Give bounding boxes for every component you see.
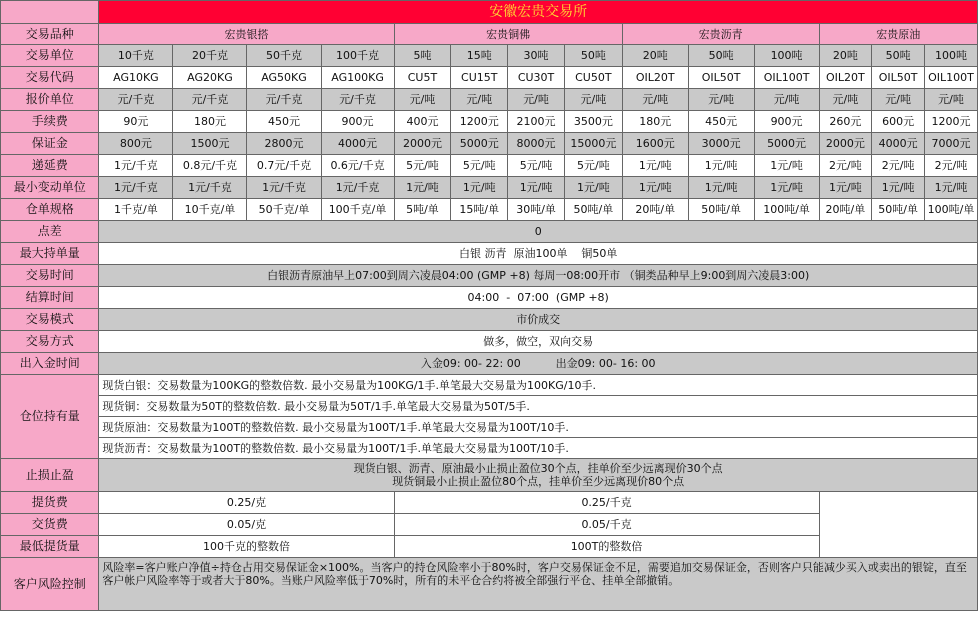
tick-cell: 1元/吨 [688, 177, 754, 199]
row-label-trade-method: 交易方式 [1, 331, 99, 353]
quote-cell: 元/吨 [622, 89, 688, 111]
warehouse-cell: 100千克/单 [321, 199, 394, 221]
trade-time-value: 白银沥青原油早上07:00到周六凌晨04:00 (GMP +8) 每周一08:00开市 （铜类品种早上9:00到周六凌晨3:00) [99, 265, 978, 287]
code-cell: CU50T [564, 67, 622, 89]
position-line-copper: 现货铜：交易数量为50T的整数倍数. 最小交易量为50T/1手.单笔最大交易量为50T/5手. [99, 396, 978, 417]
warehouse-cell: 1千克/单 [99, 199, 173, 221]
tick-cell: 1元/千克 [173, 177, 247, 199]
group-header-crude-oil: 宏贵原油 [819, 24, 977, 45]
fee-cell: 90元 [99, 111, 173, 133]
margin-cell: 800元 [99, 133, 173, 155]
quote-cell: 元/吨 [394, 89, 451, 111]
min-delivery-other: 100T的整数倍 [394, 536, 819, 558]
quote-cell: 元/吨 [925, 89, 978, 111]
unit-cell: 20吨 [819, 45, 872, 67]
unit-cell: 50千克 [247, 45, 321, 67]
group-header-asphalt: 宏贵沥青 [622, 24, 819, 45]
code-cell: OIL100T [925, 67, 978, 89]
quote-cell: 元/千克 [247, 89, 321, 111]
fee-cell: 1200元 [925, 111, 978, 133]
tick-cell: 1元/吨 [451, 177, 508, 199]
code-cell: OIL50T [688, 67, 754, 89]
position-line-asphalt: 现货沥青：交易数量为100T的整数倍数. 最小交易量为100T/1手.单笔最大交易量为100T/10手. [99, 438, 978, 459]
row-label-variety: 交易品种 [1, 24, 99, 45]
row-label-quote: 报价单位 [1, 89, 99, 111]
tick-cell: 1元/千克 [321, 177, 394, 199]
quote-cell: 元/吨 [819, 89, 872, 111]
tick-cell: 1元/吨 [394, 177, 451, 199]
code-cell: OIL20T [819, 67, 872, 89]
deferral-cell: 2元/吨 [819, 155, 872, 177]
margin-cell: 2000元 [394, 133, 451, 155]
row-label-code: 交易代码 [1, 67, 99, 89]
group-header-silver: 宏贵银搭 [99, 24, 394, 45]
warehouse-cell: 20吨/单 [622, 199, 688, 221]
margin-cell: 1500元 [173, 133, 247, 155]
warehouse-cell: 100吨/单 [925, 199, 978, 221]
warehouse-cell: 50千克/单 [247, 199, 321, 221]
fee-cell: 900元 [754, 111, 819, 133]
margin-cell: 2800元 [247, 133, 321, 155]
quote-cell: 元/千克 [173, 89, 247, 111]
tick-cell: 1元/吨 [872, 177, 925, 199]
tick-cell: 1元/吨 [754, 177, 819, 199]
fee-cell: 600元 [872, 111, 925, 133]
row-label-spread: 点差 [1, 221, 99, 243]
position-line-crude-oil: 现货原油：交易数量为100T的整数倍数. 最小交易量为100T/1手.单笔最大交易量为100T/10手. [99, 417, 978, 438]
quote-cell: 元/吨 [564, 89, 622, 111]
unit-cell: 5吨 [394, 45, 451, 67]
deferral-cell: 0.7元/千克 [247, 155, 321, 177]
code-cell: OIL100T [754, 67, 819, 89]
deferral-cell: 0.8元/千克 [173, 155, 247, 177]
unit-cell: 100吨 [754, 45, 819, 67]
fee-cell: 180元 [622, 111, 688, 133]
unit-cell: 30吨 [508, 45, 565, 67]
quote-cell: 元/吨 [754, 89, 819, 111]
fee-cell: 2100元 [508, 111, 565, 133]
row-label-trade-time: 交易时间 [1, 265, 99, 287]
blank-cell [819, 492, 977, 558]
row-label-max-hold: 最大持单量 [1, 243, 99, 265]
page-title: 安徽宏贵交易所 [99, 1, 978, 24]
row-label-min-delivery: 最低提货量 [1, 536, 99, 558]
deferral-cell: 0.6元/千克 [321, 155, 394, 177]
stop-line-1: 现货白银、沥青、原油最小止损止盈位30个点，挂单价至少远离现价30个点 [353, 462, 723, 475]
margin-cell: 2000元 [819, 133, 872, 155]
warehouse-cell: 50吨/单 [688, 199, 754, 221]
code-cell: AG10KG [99, 67, 173, 89]
deferral-cell: 5元/吨 [508, 155, 565, 177]
margin-cell: 4000元 [321, 133, 394, 155]
spread-value: 0 [99, 221, 978, 243]
unit-cell: 50吨 [688, 45, 754, 67]
stop-line-2: 现货铜最小止损止盈位80个点，挂单价至少远离现价80个点 [392, 475, 685, 488]
unit-cell: 50吨 [872, 45, 925, 67]
row-label-settle-time: 结算时间 [1, 287, 99, 309]
quote-cell: 元/千克 [99, 89, 173, 111]
code-cell: CU5T [394, 67, 451, 89]
quote-cell: 元/吨 [872, 89, 925, 111]
row-label-stop: 止损止盈 [1, 459, 99, 492]
quote-cell: 元/千克 [321, 89, 394, 111]
fee-cell: 450元 [688, 111, 754, 133]
deferral-cell: 5元/吨 [564, 155, 622, 177]
deferral-cell: 5元/吨 [394, 155, 451, 177]
deferral-cell: 1元/吨 [622, 155, 688, 177]
warehouse-cell: 50吨/单 [564, 199, 622, 221]
quote-cell: 元/吨 [508, 89, 565, 111]
code-cell: CU30T [508, 67, 565, 89]
settle-time-value: 04:00 - 07:00 (GMP +8) [99, 287, 978, 309]
max-hold-value: 白银 沥青 原油100单 铜50单 [99, 243, 978, 265]
min-delivery-silver: 100千克的整数倍 [99, 536, 394, 558]
tick-cell: 1元/吨 [925, 177, 978, 199]
handover-fee-other: 0.05/千克 [394, 514, 819, 536]
row-label-tick: 最小变动单位 [1, 177, 99, 199]
deferral-cell: 1元/千克 [99, 155, 173, 177]
deferral-cell: 1元/吨 [688, 155, 754, 177]
group-header-copper: 宏贵铜佛 [394, 24, 622, 45]
code-cell: AG50KG [247, 67, 321, 89]
row-label-margin: 保证金 [1, 133, 99, 155]
tick-cell: 1元/吨 [819, 177, 872, 199]
fee-cell: 260元 [819, 111, 872, 133]
warehouse-cell: 30吨/单 [508, 199, 565, 221]
row-label-warehouse: 仓单规格 [1, 199, 99, 221]
warehouse-cell: 20吨/单 [819, 199, 872, 221]
handover-fee-silver: 0.05/克 [99, 514, 394, 536]
warehouse-cell: 15吨/单 [451, 199, 508, 221]
row-label-fund-time: 出入金时间 [1, 353, 99, 375]
row-label-risk: 客户风险控制 [1, 558, 99, 611]
position-line-silver: 现货白银：交易数量为100KG的整数倍数. 最小交易量为100KG/1手.单笔最大交易量为100KG/10手. [99, 375, 978, 396]
deferral-cell: 1元/吨 [754, 155, 819, 177]
risk-text: 风险率=客户账户净值÷持仓占用交易保证金×100%。当客户的持仓风险率小于80%时，客户交易保证金不足，需要追加交易保证金，否则客户只能减少买入或卖出的银锭，直至客户帐户风险率等于或者大于80%。当账户风险率低于70%时，所有的未平仓合约将被全部强行平仓、挂单全部撤销。 [99, 558, 978, 611]
tick-cell: 1元/吨 [564, 177, 622, 199]
quote-cell: 元/吨 [688, 89, 754, 111]
row-label-trade-mode: 交易模式 [1, 309, 99, 331]
margin-cell: 5000元 [451, 133, 508, 155]
margin-cell: 1600元 [622, 133, 688, 155]
fee-cell: 400元 [394, 111, 451, 133]
unit-cell: 10千克 [99, 45, 173, 67]
row-label-handover-fee: 交货费 [1, 514, 99, 536]
code-cell: CU15T [451, 67, 508, 89]
code-cell: OIL50T [872, 67, 925, 89]
code-cell: AG100KG [321, 67, 394, 89]
row-label-deferral: 递延费 [1, 155, 99, 177]
warehouse-cell: 50吨/单 [872, 199, 925, 221]
margin-cell: 8000元 [508, 133, 565, 155]
stop-value [99, 459, 978, 492]
margin-cell: 5000元 [754, 133, 819, 155]
tick-cell: 1元/吨 [508, 177, 565, 199]
warehouse-cell: 10千克/单 [173, 199, 247, 221]
fee-cell: 180元 [173, 111, 247, 133]
unit-cell: 100千克 [321, 45, 394, 67]
margin-cell: 7000元 [925, 133, 978, 155]
deferral-cell: 2元/吨 [925, 155, 978, 177]
quote-cell: 元/吨 [451, 89, 508, 111]
delivery-fee-silver: 0.25/克 [99, 492, 394, 514]
fee-cell: 450元 [247, 111, 321, 133]
unit-cell: 15吨 [451, 45, 508, 67]
tick-cell: 1元/千克 [99, 177, 173, 199]
warehouse-cell: 100吨/单 [754, 199, 819, 221]
tick-cell: 1元/吨 [622, 177, 688, 199]
warehouse-cell: 5吨/单 [394, 199, 451, 221]
row-label-delivery-fee: 提货费 [1, 492, 99, 514]
unit-cell: 50吨 [564, 45, 622, 67]
row-label-unit: 交易单位 [1, 45, 99, 67]
code-cell: AG20KG [173, 67, 247, 89]
unit-cell: 100吨 [925, 45, 978, 67]
trade-mode-value: 市价成交 [99, 309, 978, 331]
code-cell: OIL20T [622, 67, 688, 89]
deferral-cell: 2元/吨 [872, 155, 925, 177]
deferral-cell: 5元/吨 [451, 155, 508, 177]
row-label-fee: 手续费 [1, 111, 99, 133]
fund-time-value: 入金09: 00- 22: 00 出金09: 00- 16: 00 [99, 353, 978, 375]
unit-cell: 20千克 [173, 45, 247, 67]
fee-cell: 3500元 [564, 111, 622, 133]
margin-cell: 15000元 [564, 133, 622, 155]
margin-cell: 4000元 [872, 133, 925, 155]
trade-method-value: 做多，做空，双向交易 [99, 331, 978, 353]
unit-cell: 20吨 [622, 45, 688, 67]
delivery-fee-other: 0.25/千克 [394, 492, 819, 514]
corner-cell [1, 1, 99, 24]
fee-cell: 1200元 [451, 111, 508, 133]
tick-cell: 1元/千克 [247, 177, 321, 199]
fee-cell: 900元 [321, 111, 394, 133]
row-label-position: 仓位持有量 [1, 375, 99, 459]
margin-cell: 3000元 [688, 133, 754, 155]
